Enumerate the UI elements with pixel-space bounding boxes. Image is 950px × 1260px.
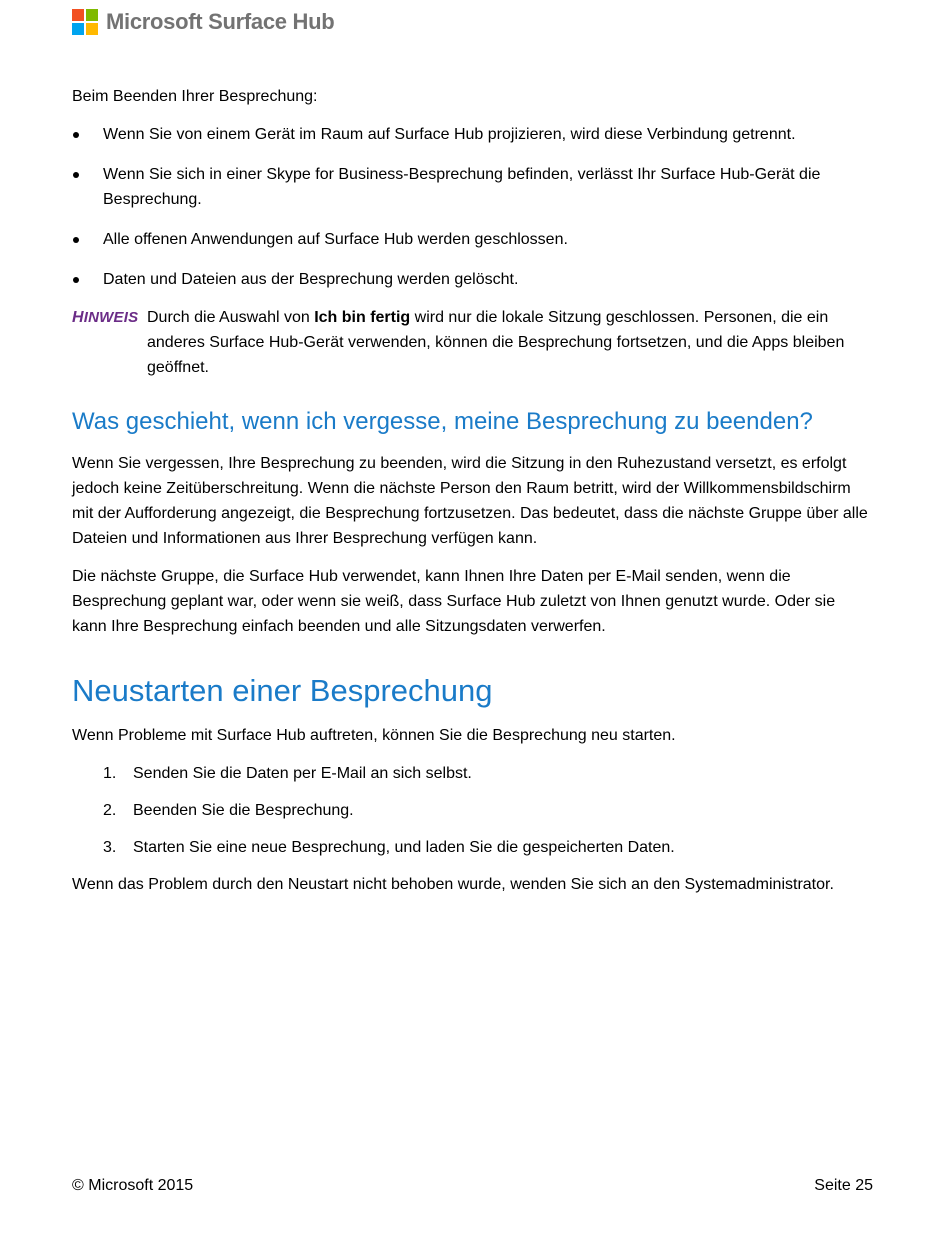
list-item — [72, 798, 872, 823]
note-bold-text: Ich bin fertig — [314, 309, 411, 326]
intro-text: Beim Beenden Ihrer Besprechung: — [72, 88, 318, 105]
list-item: Alle offenen Anwendungen auf Surface Hub werden geschlossen. — [72, 227, 872, 252]
microsoft-surface-hub-logo — [72, 9, 334, 35]
restart-intro: Wenn Probleme mit Surface Hub auftreten, können Sie die Besprechung neu starten. — [72, 727, 676, 744]
list-item — [72, 835, 872, 860]
list-item: Wenn Sie von einem Gerät im Raum auf Surface Hub projizieren, wird diese Verbindung getrennt. — [72, 122, 872, 147]
numbered-list — [72, 761, 872, 860]
document-body — [72, 84, 872, 897]
bullet-list — [72, 122, 872, 292]
section-heading-restart: Neustarten einer Besprechung — [72, 673, 493, 708]
step-number: 3. — [103, 839, 117, 856]
list-item — [72, 761, 872, 786]
step-text: Beenden Sie die Besprechung. — [133, 802, 354, 819]
note-text: Durch die Auswahl von Ich bin fertig wird nur die lokale Sitzung geschlossen. Personen, die ein anderes Surface Hub-Gerät verwenden, können die Besprechung fortsetzen, und die Apps bleiben geöffnet. — [147, 309, 845, 376]
section-heading-forgot: Was geschieht, wenn ich vergesse, meine Besprechung zu beenden? — [72, 408, 813, 435]
logo-text: Microsoft Surface Hub — [106, 9, 335, 34]
list-item: Daten und Dateien aus der Besprechung werden gelöscht. — [72, 267, 872, 292]
footer-page-number: Seite 25 — [814, 1177, 873, 1194]
closing-text: Wenn das Problem durch den Neustart nicht behoben wurde, wenden Sie sich an den Systemadministrator. — [72, 876, 834, 893]
note-label: HINWEIS — [72, 309, 139, 326]
step-text: Starten Sie eine neue Besprechung, und laden Sie die gespeicherten Daten. — [133, 839, 675, 856]
paragraph: Die nächste Gruppe, die Surface Hub verwendet, kann Ihnen Ihre Daten per E-Mail senden, wenn die Besprechung geplant war, oder wenn sie weiß, dass Surface Hub zuletzt von Ihnen genutzt wurde. Oder sie kann Ihre Besprechung einfach beenden und alle Sitzungsdaten verwerfen. — [72, 568, 836, 635]
paragraph: Wenn Sie vergessen, Ihre Besprechung zu beenden, wird die Sitzung in den Ruhezustand versetzt, es erfolgt jedoch keine Zeitüberschreitung. Wenn die nächste Person den Raum betritt, wird der Willkommensbildschirm mit der Aufforderung angezeigt, die Besprechung fortzusetzen. Das bedeutet, dass die nächste Gruppe über alle Dateien und Informationen aus Ihrer Besprechung verfügen kann. — [72, 455, 868, 547]
list-item: Wenn Sie sich in einer Skype for Business-Besprechung befinden, verlässt Ihr Surface Hub-Gerät die Besprechung. — [72, 162, 872, 212]
step-text: Senden Sie die Daten per E-Mail an sich selbst. — [133, 765, 472, 782]
footer-copyright: © Microsoft 2015 — [72, 1177, 194, 1194]
step-number: 1. — [103, 765, 117, 782]
microsoft-logo-icon — [72, 9, 98, 35]
note-box — [72, 305, 872, 380]
step-number: 2. — [103, 802, 117, 819]
